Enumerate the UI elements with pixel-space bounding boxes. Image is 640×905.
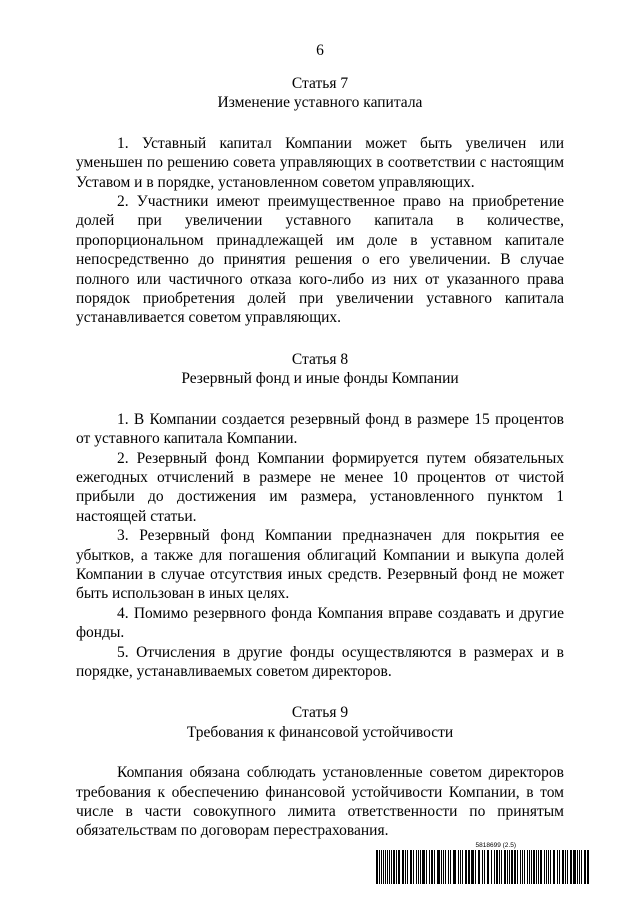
article-8-title: Резервный фонд и иные фонды Компании bbox=[181, 370, 459, 388]
article-8-paragraph-5: 5. Отчисления в другие фонды осуществляются в размерах и в порядке, устанавливаемых советом директоров. bbox=[76, 643, 564, 680]
article-8-paragraph-3: 3. Резервный фонд Компании предназначен для покрытия ее убытков, а также для погашения облигаций Компании и выкупа долей Компании в случае отсутствия иных средств. Резервный фонд не может быть использован в иных целях. bbox=[76, 527, 564, 603]
barcode-block bbox=[376, 842, 590, 884]
barcode-icon bbox=[376, 850, 590, 884]
article-9-number: Статья 9 bbox=[291, 704, 349, 722]
article-9-title: Требования к финансовой устойчивости bbox=[186, 723, 454, 741]
article-7-title: Изменение уставного капитала bbox=[217, 94, 423, 112]
article-9 bbox=[76, 703, 564, 840]
article-8-paragraph-1: 1. В Компании создается резервный фонд в размере 15 процентов от уставного капитала Компании. bbox=[76, 410, 564, 448]
article-7-paragraph-2: 2. Участники имеют преимущественное право на приобретение долей при увеличении уставного капитала в количестве, пропорциональном принадлежащей им доле в уставном капитале непосредственно до принятия решения о его увеличении. В случае полного или частичного отказа кого-либо из них от указанного права порядок приобретения долей при увеличении уставного капитала устанавливается советом управляющих. bbox=[76, 193, 564, 327]
article-7-number: Статья 7 bbox=[291, 75, 349, 92]
article-9-paragraph-1: Компания обязана соблюдать установленные советом директоров требования к обеспечению финансовой устойчивости Компании, в том числе в части совокупного лимита ответственности по принятым обязательствам по договорам перестрахования. bbox=[76, 764, 564, 840]
page-number: 6 bbox=[316, 42, 324, 59]
article-7 bbox=[76, 74, 564, 328]
article-7-paragraph-1: 1. Уставный капитал Компании может быть увеличен или уменьшен по решению совета управляющих в соответствии с настоящим Уставом и в порядке, установленном советом управляющих. bbox=[76, 134, 564, 191]
article-8 bbox=[76, 350, 564, 682]
article-8-paragraph-4: 4. Помимо резервного фонда Компания вправе создавать и другие фонды. bbox=[76, 604, 564, 642]
article-8-paragraph-2: 2. Резервный фонд Компании формируется путем обязательных ежегодных отчислений в размере не менее 10 процентов от чистой прибыли до достижения им размера, установленного пунктом 1 настоящей статьи. bbox=[76, 449, 564, 525]
document-body bbox=[76, 74, 564, 841]
barcode-code: 5818699 (2.5) bbox=[475, 842, 516, 849]
article-8-number: Статья 8 bbox=[291, 350, 349, 368]
